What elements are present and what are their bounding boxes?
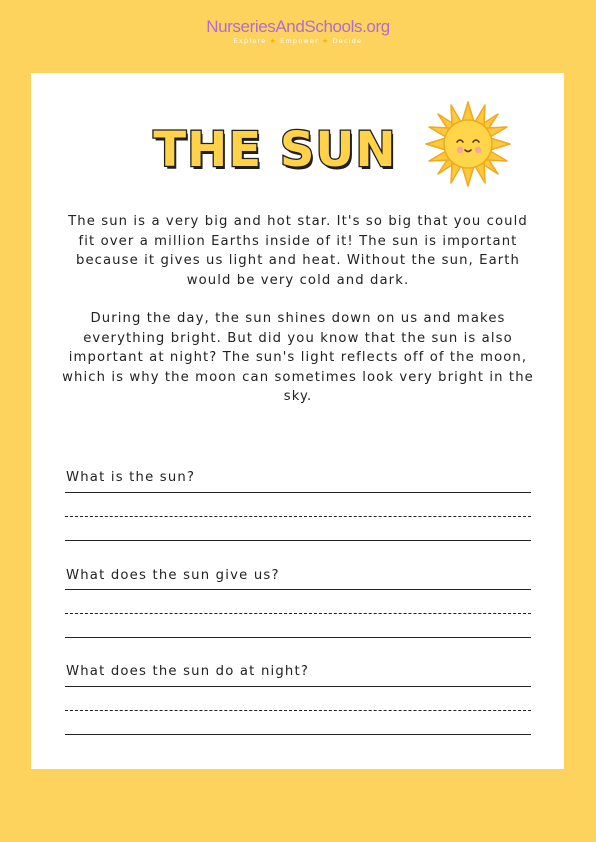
star-icon: ★ bbox=[269, 37, 277, 45]
answer-line[interactable] bbox=[65, 637, 531, 638]
answer-line[interactable] bbox=[65, 734, 531, 735]
tagline-decide: Decide bbox=[332, 37, 363, 45]
brand-name: NurseriesAndSchools.org bbox=[206, 17, 390, 36]
page-title: THE SUN bbox=[153, 122, 397, 178]
smiling-sun-icon bbox=[424, 100, 512, 188]
answer-line[interactable] bbox=[65, 686, 531, 687]
answer-guide-line bbox=[65, 516, 531, 517]
question-1: What is the sun? bbox=[66, 470, 196, 485]
answer-line[interactable] bbox=[65, 589, 531, 590]
answer-line[interactable] bbox=[65, 540, 531, 541]
star-icon: ★ bbox=[322, 37, 330, 45]
paragraph-day-night: During the day, the sun shines down on us and makes everything bright. But did you know that the sun is also important at night? The sun's light reflects off of the moon, which is why the moon can sometimes look very bright in the sky. bbox=[62, 311, 534, 405]
answer-line[interactable] bbox=[65, 492, 531, 493]
answer-guide-line bbox=[65, 710, 531, 711]
tagline-explore: Explore bbox=[233, 37, 267, 45]
question-3: What does the sun do at night? bbox=[66, 664, 310, 679]
brand-logo bbox=[0, 17, 596, 46]
tagline-empower: Empower bbox=[280, 37, 319, 45]
answer-guide-line bbox=[65, 613, 531, 614]
paragraph-intro: The sun is a very big and hot star. It's so big that you could fit over a million Earths inside of it! The sun is important because it gives us light and heat. Without the sun, Earth would be very cold and dark. bbox=[68, 214, 528, 288]
brand-tagline bbox=[0, 37, 596, 46]
question-2: What does the sun give us? bbox=[66, 568, 280, 583]
